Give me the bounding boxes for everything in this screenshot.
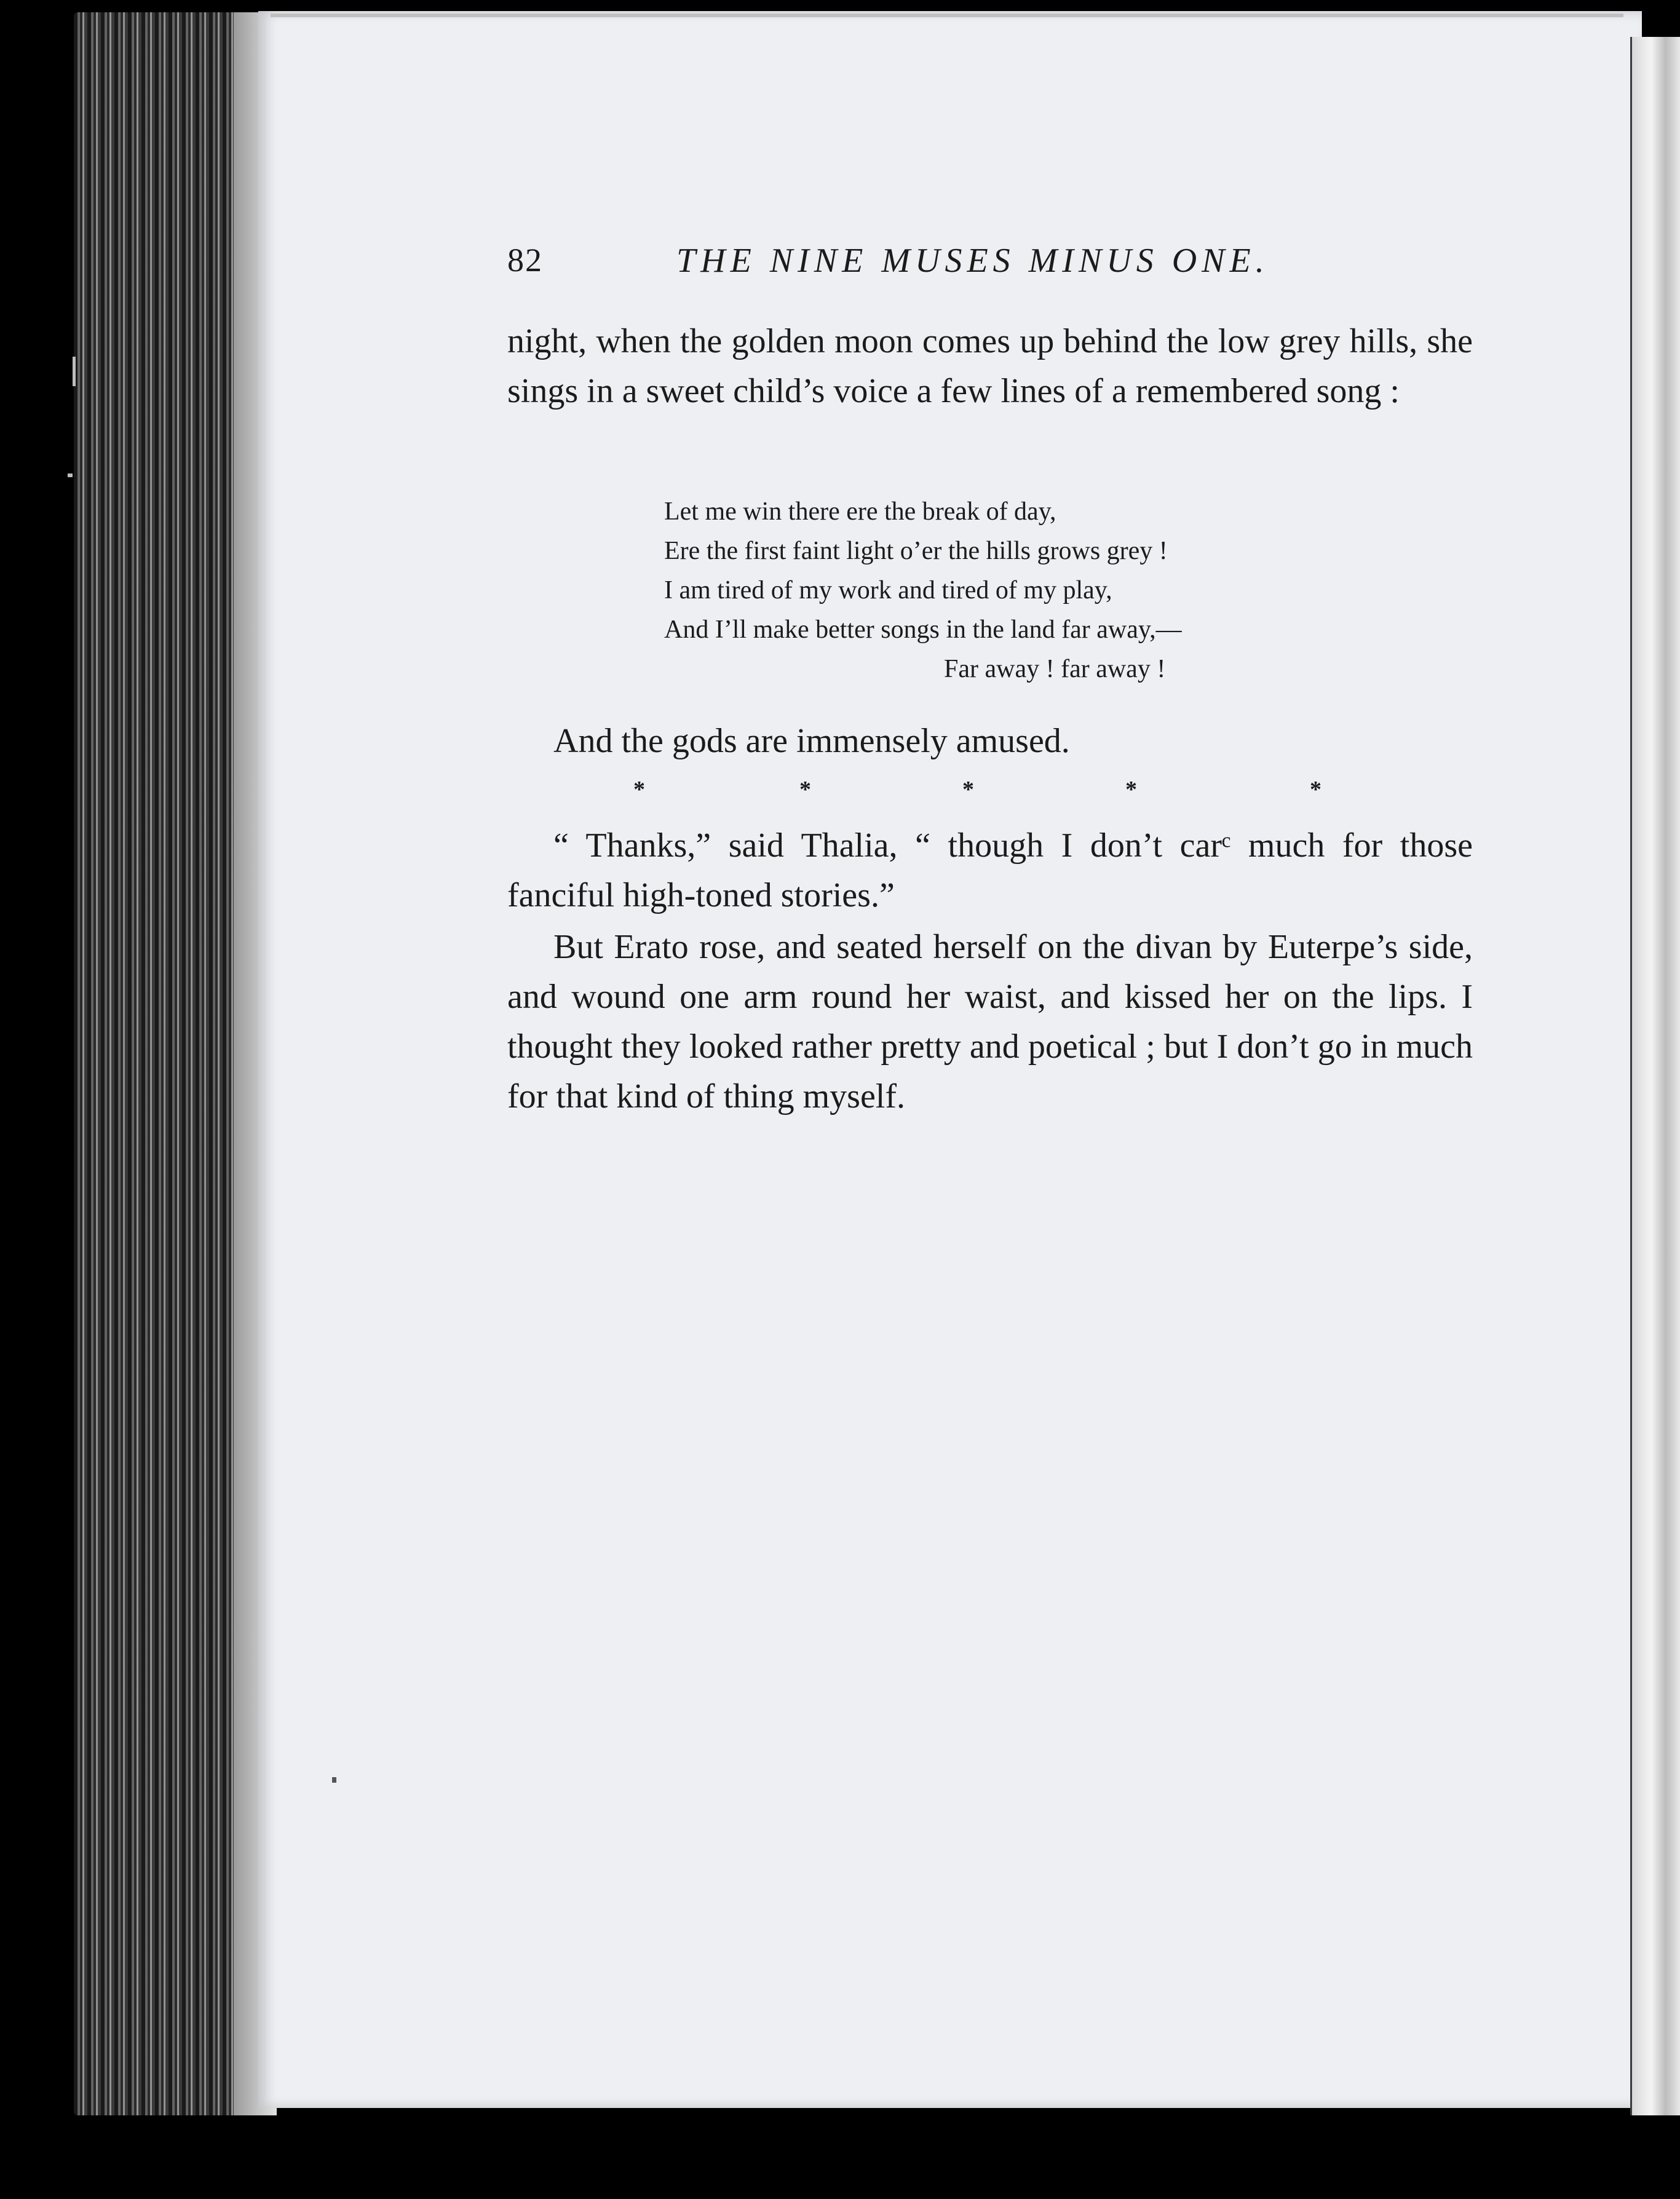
paragraph-text: night, when the golden moon comes up behind the low grey hills, she sings in a sweet child’s voice a few lines of a remembered song : [507, 322, 1473, 410]
scan-speck [73, 357, 76, 386]
verse-refrain: Far away ! far away ! [944, 655, 1166, 683]
section-break-asterisks [633, 776, 1371, 801]
running-head [507, 241, 1325, 284]
verse-line: Ere the first faint light o’er the hills grows grey ! [664, 537, 1168, 565]
paragraph-text: But Erato rose, and seated herself on the divan by Euterpe’s side, and wound one arm round her waist, and kissed her on the lips. I thought they looked rather pretty and poetical ; but I don’t go in much for that kind of thing myself. [507, 928, 1473, 1115]
asterisk: * [799, 777, 811, 802]
verse-line: And I’ll make better songs in the land far away,— [664, 616, 1182, 644]
book-page-edges [74, 12, 277, 2115]
verse-line: I am tired of my work and tired of my play, [664, 576, 1112, 604]
page-top-edge [271, 14, 1623, 17]
next-page-edge [1630, 37, 1680, 2115]
scan-speck [68, 473, 73, 477]
asterisk: * [633, 777, 645, 802]
asterisk: * [962, 777, 974, 802]
paragraph-text: And the gods are immensely amused. [553, 722, 1070, 760]
song-verse [664, 492, 1402, 689]
page-number: 82 [507, 242, 543, 279]
paragraph-thalia [507, 821, 1473, 921]
asterisk: * [1310, 777, 1321, 802]
paragraph-text: “ Thanks,” said Thalia, “ though I don’t carᶜ much for those fanciful high-toned stories.” [507, 826, 1473, 914]
verse-line: Let me win there ere the break of day, [664, 497, 1056, 526]
running-title: THE NINE MUSES MINUS ONE. [676, 242, 1269, 280]
scan-speck [332, 1777, 336, 1783]
paragraph-erato [507, 922, 1473, 1122]
asterisk: * [1125, 777, 1137, 802]
paragraph-continued [507, 317, 1473, 416]
paragraph-amused [553, 716, 1519, 766]
